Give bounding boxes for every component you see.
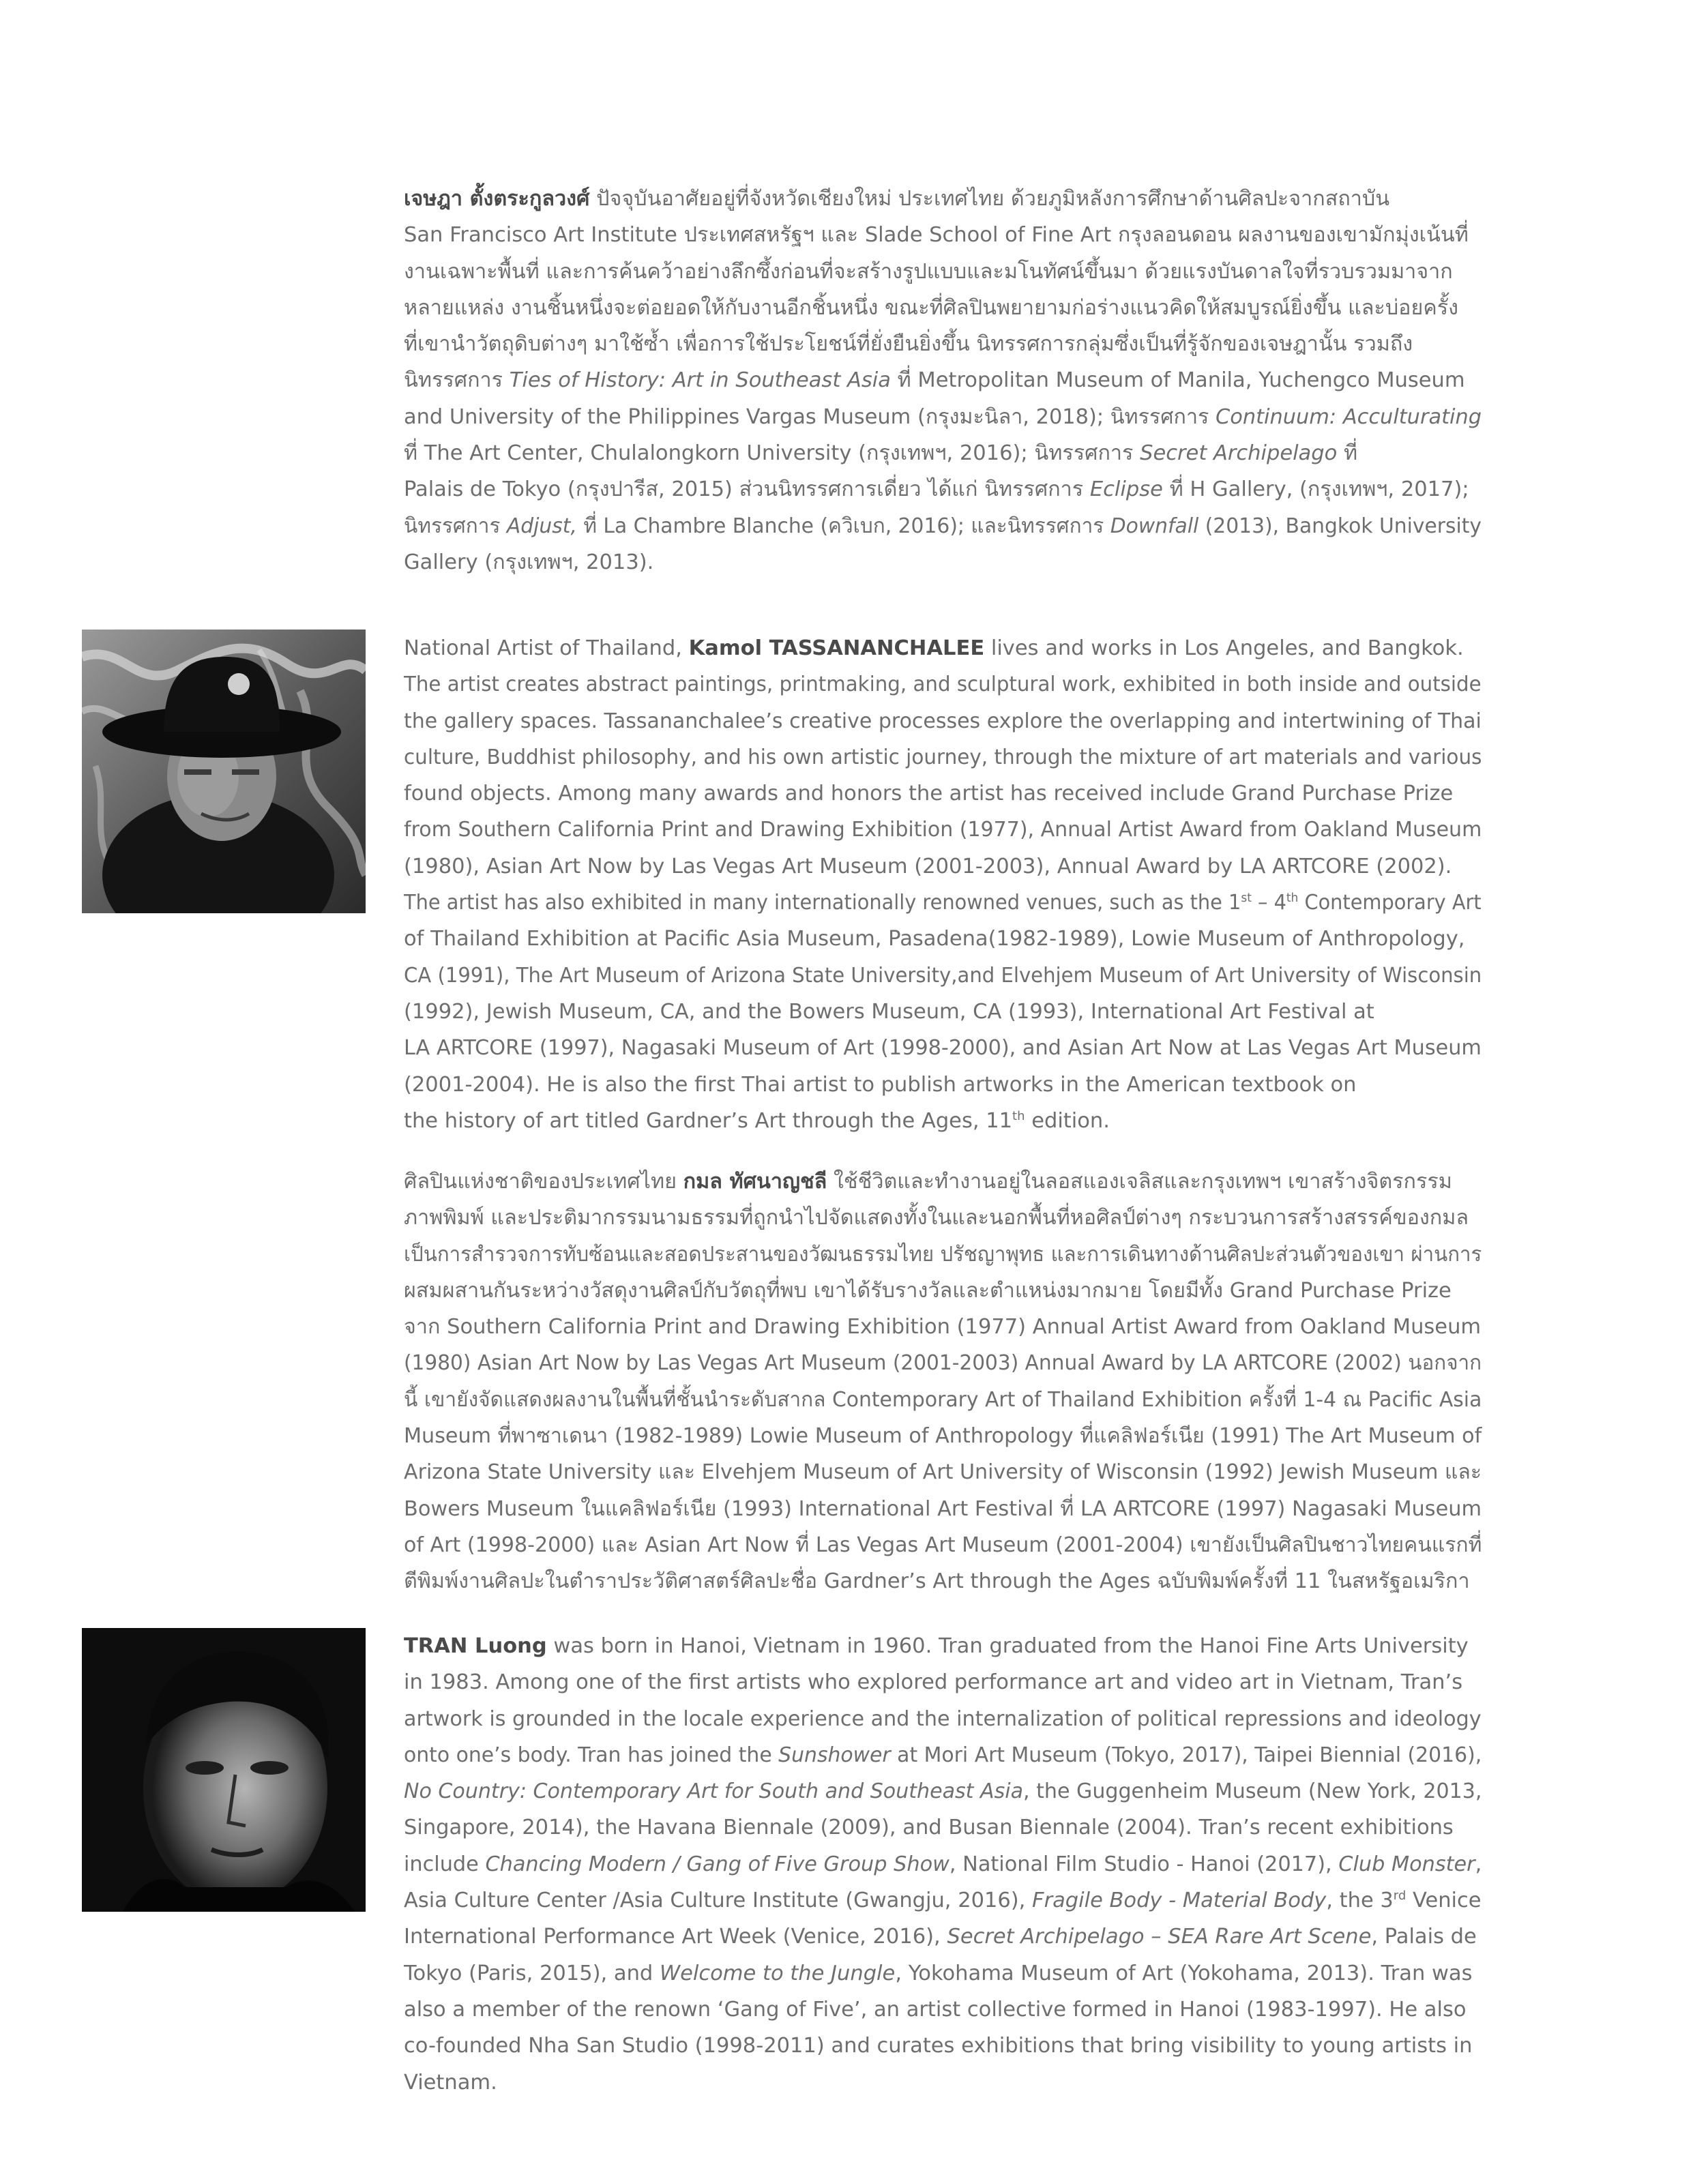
bio-tran-luong-english: TRAN Luong was born in Hanoi, Vietnam in 1960. Tran graduated from the Hanoi Fine Arts University in 1983. Among one of the first artists who explored performance art and video art in Vietnam, Tran’s artwork is grounded in the locale experience and the internalization of political repressions and ideology onto one’s body. Tran has joined the Sunshower at Mori Art Museum (Tokyo, 2017), Taipei Biennial (2016), No Country: Contemporary Art for South and Southeast Asia, the Guggenheim Museum (New York, 2013, Singapore, 2014), the Havana Biennale (2009), and Busan Biennale (2004). Tran’s recent exhibitions include Chancing Modern / Gang of Five Group Show, National Film Studio - Hanoi (2017), Club Monster, Asia Culture Center /Asia Culture Institute (Gwangju, 2016), Fragile Body - Material Body, the 3rd Venice International Performance Art Week (Venice, 2016), Secret Archipelago – SEA Rare Art Scene, Palais de Tokyo (Paris, 2015), and Welcome to the Jungle, Yokohama Museum of Art (Yokohama, 2013). Tran was also a member of the renown ‘Gang of Five’, an artist collective formed in Hanoi (1983-1997). He also co-founded Nha San Studio (1998-2011) and curates exhibitions that bring visibility to young artists in Vietnam. — [404, 1634, 1482, 2095]
artist-name: Kamol TASSANANCHALEE — [688, 636, 985, 660]
bio-jedsada-thai: เจษฎา ตั้งตระกูลวงศ์ ปัจจุบันอาศัยอยู่ที่จังหวัดเชียงใหม่ ประเทศไทย ด้วยภูมิหลังการศึกษาด้านศิลปะจากสถาบัน San Francisco Art Institute ประเทศสหรัฐฯ และ Slade School of Fine Art กรุงลอนดอน ผลงานของเขามักมุ่งเน้นที่ งานเฉพาะพื้นที่ และการค้นคว้าอย่างลึกซึ้งก่อนที่จะสร้างรูปแบบและมโนทัศน์ขึ้นมา ด้วยแรงบันดาลใจที่รวบรวมมาจาก หลายแหล่ง งานชิ้นหนึ่งจะต่อยอดให้กับงานอีกชิ้นหนึ่ง ขณะที่ศิลปินพยายามก่อร่างแนวคิดให้สมบูรณ์ยิ่งขึ้น และบ่อยครั้ง ที่เขานำวัตถุดิบต่างๆ มาใช้ซ้ำ เพื่อการใช้ประโยชน์ที่ยั่งยืนยิ่งขึ้น นิทรรศการกลุ่มซึ่งเป็นที่รู้จักของเจษฎานั้น รวมถึง นิทรรศการ Ties of History: Art in Southeast Asia ที่ Metropolitan Museum of Manila, Yuchengco Museum and University of the Philippines Vargas Museum (กรุงมะนิลา, 2018); นิทรรศการ Continuum: Acculturating ที่ The Art Center, Chulalongkorn University (กรุงเทพฯ, 2016); นิทรรศการ Secret Archipelago ที่ Palais de Tokyo (กรุงปารีส, 2015) ส่วนนิทรรศการเดี่ยว ได้แก่ นิทรรศการ Eclipse ที่ H Gallery, (กรุงเทพฯ, 2017); นิทรรศการ Adjust, ที่ La Chambre Blanche (ควิเบก, 2016); และนิทรรศการ Downfall (2013), Bangkok University Gallery (กรุงเทพฯ, 2013). — [404, 187, 1482, 574]
artist-name: TRAN Luong — [404, 1634, 547, 1658]
artist-photo-tran-luong — [82, 1628, 366, 1912]
artist-name: เจษฎา ตั้งตระกูลวงศ์ — [404, 187, 590, 211]
artist-photo-kamol — [82, 630, 366, 913]
bio-kamol-thai: ศิลปินแห่งชาติของประเทศไทย กมล ทัศนาญชลี ใช้ชีวิตและทำงานอยู่ในลอสแองเจลิสและกรุงเทพฯ เขาสร้างจิตรกรรม ภาพพิมพ์ และประติมากรรมนามธรรมที่ถูกนำไปจัดแสดงทั้งในและนอกพื้นที่หอศิลป์ต่างๆ กระบวนการสร้างสรรค์ของกมล เป็นการสำรวจการทับซ้อนและสอดประสานของวัฒนธรรมไทย ปรัชญาพุทธ และการเดินทางด้านศิลปะส่วนตัวของเขา ผ่านการ ผสมผสานกันระหว่างวัสดุงานศิลป์กับวัตถุที่พบ เขาได้รับรางวัลและตำแหน่งมากมาย โดยมีทั้ง Grand Purchase Prize จาก Southern California Print and Drawing Exhibition (1977) Annual Artist Award from Oakland Museum (1980) Asian Art Now by Las Vegas Art Museum (2001-2003) Annual Award by LA ARTCORE (2002) นอกจาก นี้ เขายังจัดแสดงผลงานในพื้นที่ชั้นนำระดับสากล Contemporary Art of Thailand Exhibition ครั้งที่ 1-4 ณ Pacific Asia Museum ที่พาซาเดนา (1982-1989) Lowie Museum of Anthropology ที่แคลิฟอร์เนีย (1991) The Art Museum of Arizona State University และ Elvehjem Museum of Art University of Wisconsin (1992) Jewish Museum และ Bowers Museum ในแคลิฟอร์เนีย (1993) International Art Festival ที่ LA ARTCORE (1997) Nagasaki Museum of Art (1998-2000) และ Asian Art Now ที่ Las Vegas Art Museum (2001-2004) เขายังเป็นศิลปินชาวไทยคนแรกที่ ตีพิมพ์งานศิลปะในตำราประวัติศาสตร์ศิลปะชื่อ Gardner’s Art through the Ages ฉบับพิมพ์ครั้งที่ 11 ในสหรัฐอเมริกา — [404, 1170, 1482, 1594]
bio-kamol-english: National Artist of Thailand, Kamol TASSANANCHALEE lives and works in Los Angeles, and Bangkok. The artist creates abstract paintings, printmaking, and sculptural work, exhibited in both inside and outside the gallery spaces. Tassananchalee’s creative processes explore the overlapping and intertwining of Thai culture, Buddhist philosophy, and his own artistic journey, through the mixture of art materials and various found objects. Among many awards and honors the artist has received include Grand Purchase Prize from Southern California Print and Drawing Exhibition (1977), Annual Artist Award from Oakland Museum (1980), Asian Art Now by Las Vegas Art Museum (2001-2003), Annual Award by LA ARTCORE (2002). The artist has also exhibited in many internationally renowned venues, such as the 1st – 4th Contemporary Art of Thailand Exhibition at Pacific Asia Museum, Pasadena(1982-1989), Lowie Museum of Anthropology, CA (1991), The Art Museum of Arizona State University,and Elvehjem Museum of Art University of Wisconsin (1992), Jewish Museum, CA, and the Bowers Museum, CA (1993), International Art Festival at LA ARTCORE (1997), Nagasaki Museum of Art (1998-2000), and Asian Art Now at Las Vegas Art Museum (2001-2004). He is also the first Thai artist to publish artworks in the American textbook on the history of art titled Gardner’s Art through the Ages, 11th edition. — [404, 636, 1482, 1133]
artist-name: กมล ทัศนาญชลี — [683, 1170, 827, 1194]
